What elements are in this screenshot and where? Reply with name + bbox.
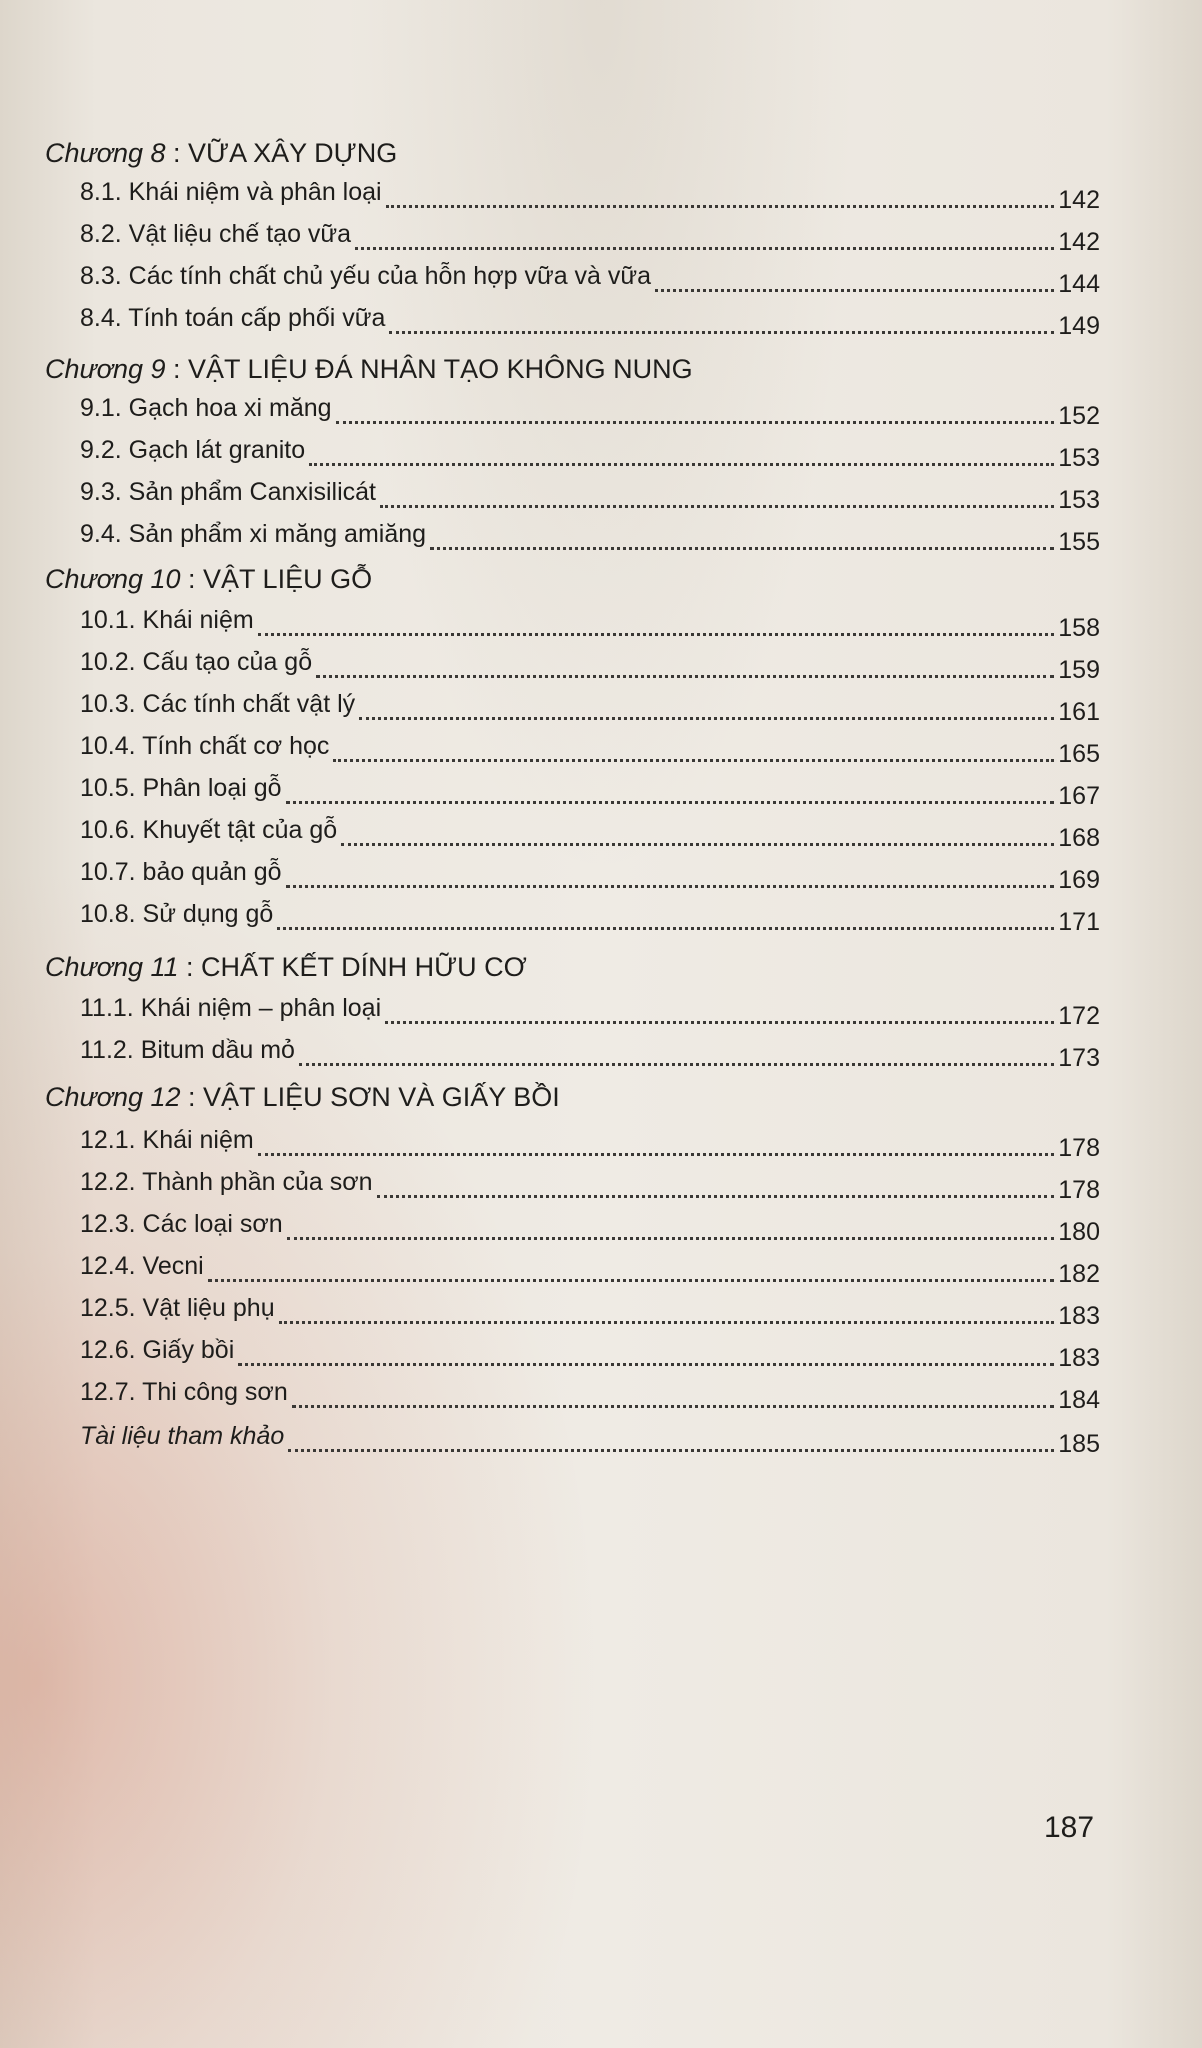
entry-page: 161 (1058, 698, 1100, 726)
entry-label: 10.6. Khuyết tật của gỗ (80, 816, 338, 844)
entry-page: 149 (1058, 312, 1100, 340)
entry-label: 12.5. Vật liệu phụ (80, 1294, 275, 1322)
entry-label: 10.7. bảo quản gỗ (80, 858, 282, 886)
entry-label: 8.1. Khái niệm và phân loại (80, 178, 382, 206)
entry-label: 12.2. Thành phần của sơn (80, 1168, 373, 1196)
toc-entry (80, 260, 1100, 298)
entry-page: 185 (1058, 1430, 1100, 1458)
toc-entry (80, 302, 1100, 340)
chapter-12-heading (45, 1080, 560, 1114)
toc-entry (80, 814, 1100, 852)
toc-entry (80, 604, 1100, 642)
entry-label: 10.4. Tính chất cơ học (80, 732, 330, 760)
toc-entry (80, 1376, 1100, 1414)
toc-entry (80, 1208, 1100, 1246)
dot-leader (341, 843, 1054, 846)
dot-leader (333, 759, 1054, 762)
dot-leader (389, 331, 1054, 334)
entry-label: Tài liệu tham khảo (80, 1422, 285, 1450)
entry-label: 12.4. Vecni (80, 1252, 204, 1280)
chapter-title: VẬT LIỆU SƠN VÀ GIẤY BỒI (203, 1082, 560, 1112)
toc-entry (80, 434, 1100, 472)
entry-page: 153 (1058, 444, 1100, 472)
entry-page: 178 (1058, 1134, 1100, 1162)
dot-leader (286, 885, 1055, 888)
toc-entry (80, 1166, 1100, 1204)
entry-label: 8.4. Tính toán cấp phối vữa (80, 304, 386, 332)
toc-entry (80, 218, 1100, 256)
dot-leader (299, 1063, 1054, 1066)
entry-page: 172 (1058, 1002, 1100, 1030)
entry-page: 178 (1058, 1176, 1100, 1204)
entry-label: 12.3. Các loại sơn (80, 1210, 283, 1238)
toc-entry (80, 476, 1100, 514)
toc-entry (80, 772, 1100, 810)
toc-entry (80, 392, 1100, 430)
entry-page: 142 (1058, 228, 1100, 256)
dot-leader (286, 801, 1055, 804)
toc-entry (80, 856, 1100, 894)
chapter-10-heading (45, 562, 372, 596)
entry-page: 153 (1058, 486, 1100, 514)
entry-page: 169 (1058, 866, 1100, 894)
dot-leader (377, 1195, 1055, 1198)
toc-entry (80, 518, 1100, 556)
dot-leader (292, 1405, 1055, 1408)
toc-entry (80, 176, 1100, 214)
toc-entry (80, 730, 1100, 768)
dot-leader (309, 463, 1054, 466)
chapter-11-heading (45, 950, 527, 984)
toc-entry (80, 1250, 1100, 1288)
entry-label: 11.1. Khái niệm – phân loại (80, 994, 382, 1022)
entry-page: 183 (1058, 1302, 1100, 1330)
entry-page: 144 (1058, 270, 1100, 298)
dot-leader (386, 205, 1055, 208)
entry-label: 10.2. Cấu tạo của gỗ (80, 648, 313, 676)
dot-leader (359, 717, 1054, 720)
toc-entry (80, 992, 1100, 1030)
dot-leader (258, 1153, 1055, 1156)
toc-entry (80, 1124, 1100, 1162)
chapter-prefix: Chương 8 (45, 138, 166, 168)
toc-entry (80, 646, 1100, 684)
dot-leader (430, 547, 1054, 550)
entry-label: 9.3. Sản phẩm Canxisilicát (80, 478, 376, 506)
entry-label: 10.1. Khái niệm (80, 606, 254, 634)
chapter-prefix: Chương 11 (45, 952, 179, 982)
dot-leader (655, 289, 1054, 292)
dot-leader (385, 1021, 1054, 1024)
chapter-prefix: Chương 9 (45, 354, 166, 384)
dot-leader (355, 247, 1054, 250)
chapter-separator: : (180, 564, 204, 594)
entry-page: 152 (1058, 402, 1100, 430)
toc-entry (80, 1034, 1100, 1072)
chapter-separator: : (165, 138, 189, 168)
page-number: 187 (1044, 1811, 1095, 1844)
entry-page: 159 (1058, 656, 1100, 684)
entry-page: 142 (1058, 186, 1100, 214)
entry-label: 10.5. Phân loại gỗ (80, 774, 282, 802)
chapter-9-heading (45, 352, 693, 386)
dot-leader (279, 1321, 1055, 1324)
entry-label: 10.3. Các tính chất vật lý (80, 690, 356, 718)
entry-page: 155 (1058, 528, 1100, 556)
toc-entry-references (80, 1420, 1100, 1458)
chapter-prefix: Chương 12 (45, 1082, 181, 1112)
entry-label: 11.2. Bitum dầu mỏ (80, 1036, 295, 1064)
chapter-title: CHẤT KẾT DÍNH HỮU CƠ (201, 952, 527, 982)
entry-page: 173 (1058, 1044, 1100, 1072)
toc-entry (80, 688, 1100, 726)
dot-leader (277, 927, 1054, 930)
chapter-title: VỮA XÂY DỰNG (188, 138, 398, 168)
entry-page: 171 (1058, 908, 1100, 936)
entry-label: 10.8. Sử dụng gỗ (80, 900, 274, 928)
chapter-separator: : (165, 354, 189, 384)
dot-leader (258, 633, 1055, 636)
chapter-separator: : (178, 952, 202, 982)
entry-label: 9.4. Sản phẩm xi măng amiăng (80, 520, 427, 548)
chapter-title: VẬT LIỆU ĐÁ NHÂN TẠO KHÔNG NUNG (188, 354, 693, 384)
dot-leader (336, 421, 1055, 424)
entry-label: 12.7. Thi công sơn (80, 1378, 288, 1406)
toc-entry (80, 1334, 1100, 1372)
chapter-title: VẬT LIỆU GỖ (203, 564, 373, 594)
entry-label: 12.6. Giấy bồi (80, 1336, 235, 1364)
entry-page: 180 (1058, 1218, 1100, 1246)
dot-leader (316, 675, 1054, 678)
entry-label: 9.2. Gạch lát granito (80, 436, 306, 464)
toc-entry (80, 898, 1100, 936)
entry-page: 167 (1058, 782, 1100, 810)
entry-page: 168 (1058, 824, 1100, 852)
entry-page: 182 (1058, 1260, 1100, 1288)
entry-page: 184 (1058, 1386, 1100, 1414)
entry-page: 165 (1058, 740, 1100, 768)
toc-entry (80, 1292, 1100, 1330)
chapter-8-heading (45, 136, 397, 170)
dot-leader (288, 1449, 1054, 1452)
entry-page: 183 (1058, 1344, 1100, 1372)
entry-label: 8.3. Các tính chất chủ yếu của hỗn hợp vữa và vữa (80, 262, 652, 290)
entry-label: 8.2. Vật liệu chế tạo vữa (80, 220, 352, 248)
entry-page: 158 (1058, 614, 1100, 642)
entry-label: 9.1. Gạch hoa xi măng (80, 394, 332, 422)
entry-label: 12.1. Khái niệm (80, 1126, 254, 1154)
chapter-prefix: Chương 10 (45, 564, 181, 594)
dot-leader (208, 1279, 1055, 1282)
dot-leader (287, 1237, 1055, 1240)
dot-leader (380, 505, 1054, 508)
chapter-separator: : (180, 1082, 204, 1112)
dot-leader (238, 1363, 1054, 1366)
